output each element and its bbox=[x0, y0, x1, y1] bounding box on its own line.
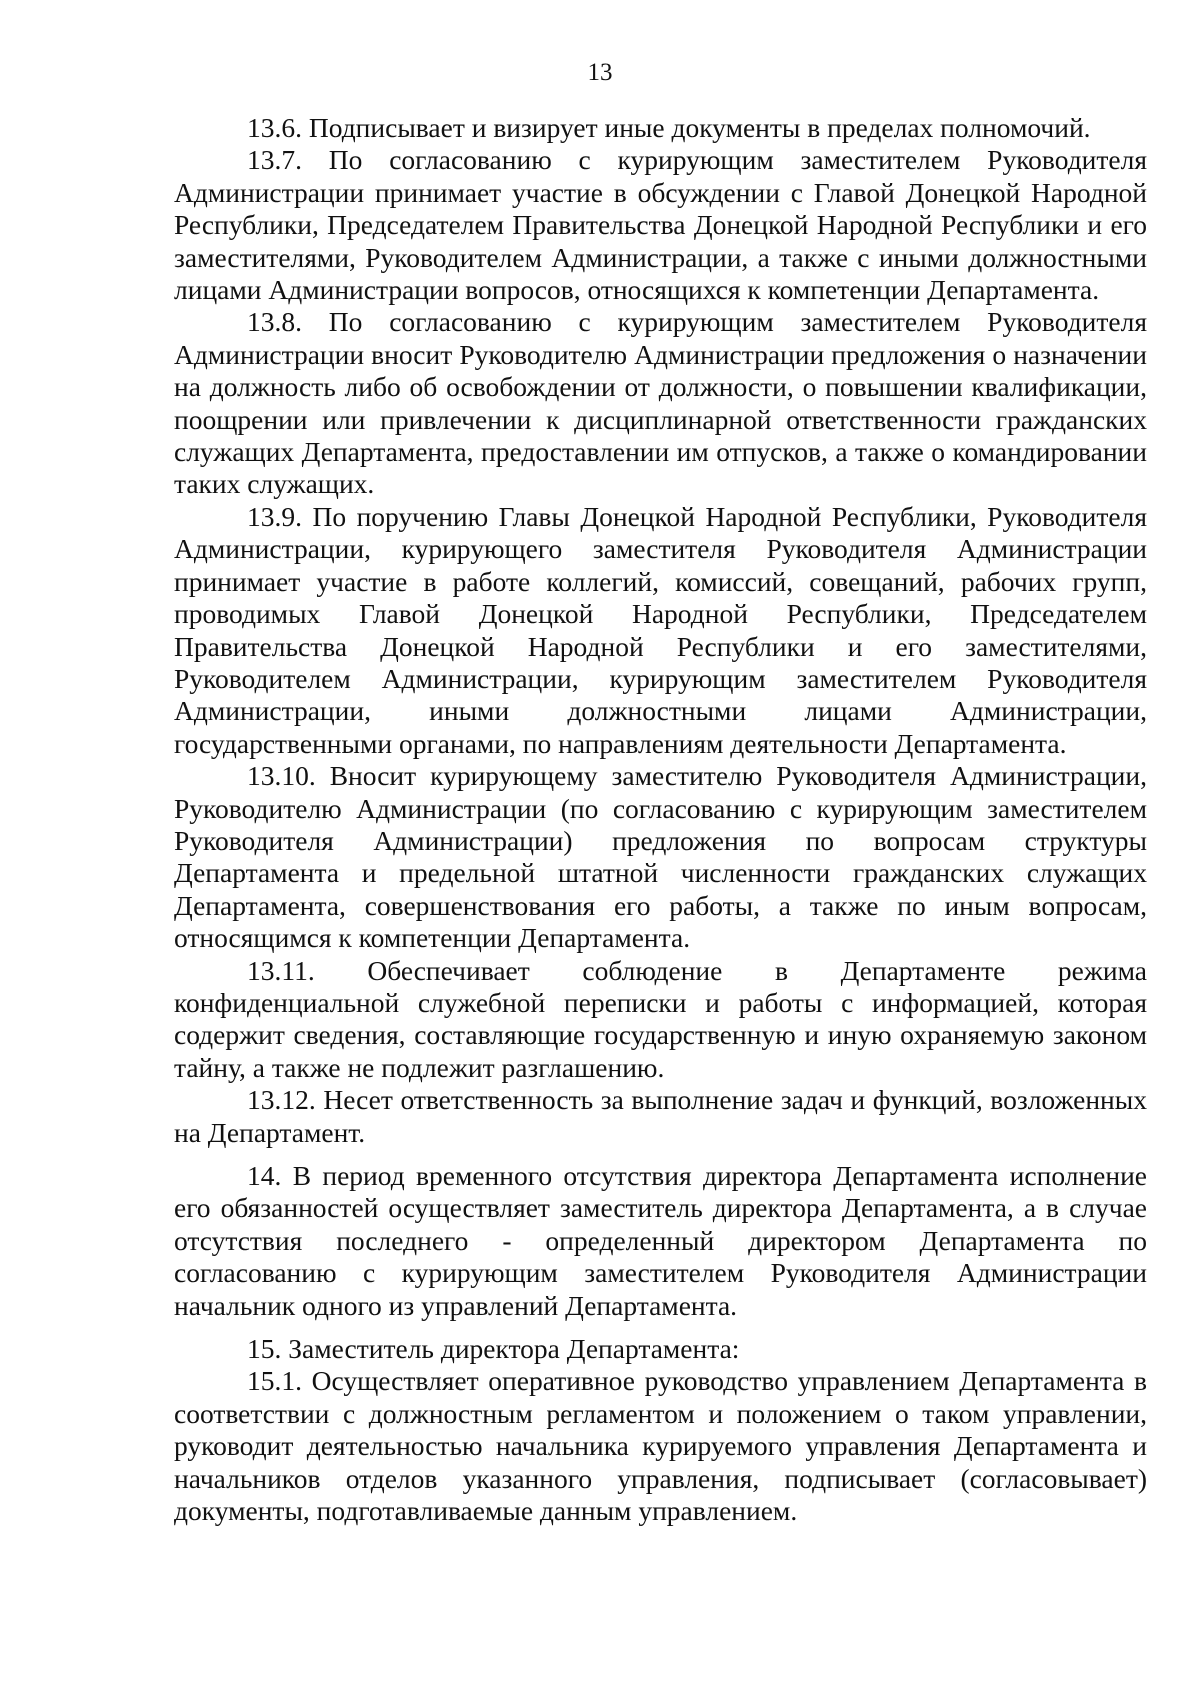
clause-13-9: 13.9. По поручению Главы Донецкой Народной Республики, Руководителя Администрации, курирующего заместителя Руководителя Администрации принимает участие в работе коллегий, комиссий, совещаний, рабочих групп, проводимых Главой Донецкой Народной Республики, Председателем Правительства Донецкой Народной Республики и его заместителями, Руководителем Администрации, курирующим заместителем Руководителя Администрации, иными должностными лицами Администрации, государственными органами, по направлениям деятельности Департамента. bbox=[174, 500, 1147, 759]
clause-15: 15. Заместитель директора Департамента: bbox=[247, 1333, 740, 1365]
clause-13-10: 13.10. Вносит курирующему заместителю Руководителя Администрации, Руководителю Администрации (по согласованию с курирующим заместителем Руководителя Администрации) предложения по вопросам структуры Департамента и предельной штатной численности гражданских служащих Департамента, совершенствования его работы, а также по иным вопросам, относящимся к компетенции Департамента. bbox=[174, 760, 1147, 954]
clause-13-6: 13.6. Подписывает и визирует иные документы в пределах полномочий. bbox=[247, 112, 1091, 143]
clause-13-7: 13.7. По согласованию с курирующим заместителем Руководителя Администрации принимает участие в обсуждении с Главой Донецкой Народной Республики, Председателем Правительства Донецкой Народной Республики и его заместителями, Руководителем Администрации, а также с иными должностными лицами Администрации вопросов, относящихся к компетенции Департамента. bbox=[174, 144, 1147, 306]
clause-13-11: 13.11. Обеспечивает соблюдение в Департаменте режима конфиденциальной служебной переписки и работы с информацией, которая содержит сведения, составляющие государственную и иную охраняемую законом тайну, а также не подлежит разглашению. bbox=[174, 954, 1147, 1083]
clause-14: 14. В период временного отсутствия директора Департамента исполнение его обязанностей осуществляет заместитель директора Департамента, а в случае отсутствия последнего - определенный директором Департамента по согласованию с курирующим заместителем Руководителя Администрации начальник одного из управлений Департамента. bbox=[174, 1160, 1147, 1321]
clause-13-8: 13.8. По согласованию с курирующим заместителем Руководителя Администрации вносит Руководителю Администрации предложения о назначении на должность либо об освобождении от должности, о повышении квалификации, поощрении или привлечении к дисциплинарной ответственности гражданских служащих Департамента, предоставлении им отпусков, а также о командировании таких служащих. bbox=[174, 306, 1147, 500]
page-number: 13 bbox=[587, 59, 613, 86]
clause-15-1: 15.1. Осуществляет оперативное руководство управлением Департамента в соответствии с должностным регламентом и положением о таком управлении, руководит деятельностью начальника курируемого управления Департамента и начальников отделов указанного управления, подписывает (согласовывает) документы, подготавливаемые данным управлением. bbox=[174, 1365, 1147, 1527]
clause-13-12: 13.12. Несет ответственность за выполнение задач и функций, возложенных на Департамент. bbox=[174, 1084, 1147, 1148]
document-body bbox=[174, 112, 1147, 1527]
